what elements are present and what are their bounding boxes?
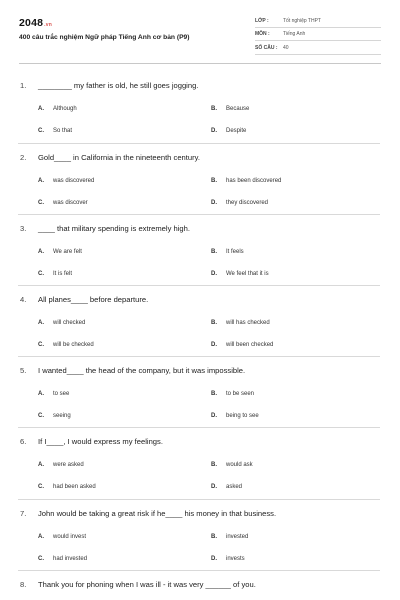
answer-option[interactable] [38,534,86,540]
option-text: was discover [53,200,88,206]
option-text: It is felt [53,271,73,277]
option-text: We are felt [53,249,82,255]
option-text: will checked [53,320,86,326]
option-letter: C. [38,484,44,490]
question-divider [18,214,380,215]
answer-option[interactable] [211,484,242,490]
answer-option[interactable] [211,391,254,397]
option-text: asked [226,484,243,490]
question-stem [20,295,380,305]
answer-option[interactable] [38,271,72,277]
option-letter: D. [211,342,217,348]
question-divider [18,285,380,286]
option-text: would invest [53,534,87,540]
question-number: 7. [20,509,27,518]
question-item [20,437,380,490]
question-text: Gold____ in California in the nineteenth century. [38,153,200,162]
option-letter: D. [211,271,217,277]
meta-subject [255,31,305,37]
meta-count-value: 40 [283,45,289,51]
option-letter: D. [211,484,217,490]
question-text: ____ that military spending is extremely high. [38,224,190,233]
option-letter: C. [38,413,44,419]
option-text: they discovered [226,200,269,206]
option-letter: A. [38,320,44,326]
option-text: had been asked [53,484,96,490]
question-number: 8. [20,580,27,589]
answer-option[interactable] [211,413,259,419]
answer-option[interactable] [211,106,249,112]
question-text: All planes____ before departure. [38,295,149,304]
logo-text: 2048 [19,17,44,29]
answer-option[interactable] [211,556,245,562]
answer-option[interactable] [211,249,244,255]
answer-option[interactable] [38,106,77,112]
meta-divider [255,54,381,55]
meta-subject-value: Tiếng Anh [283,31,306,37]
answer-option[interactable] [211,534,248,540]
option-text: to see [53,391,70,397]
option-text: being to see [226,413,259,419]
question-item [20,81,380,134]
option-letter: A. [38,178,44,184]
question-number: 1. [20,81,27,90]
answer-option[interactable] [38,200,88,206]
answer-option[interactable] [38,249,82,255]
question-item [20,366,380,419]
option-letter: C. [38,271,44,277]
question-number: 2. [20,153,27,162]
option-letter: B. [211,534,217,540]
option-letter: B. [211,249,217,255]
answer-option[interactable] [211,271,269,277]
answer-option[interactable] [211,462,253,468]
option-text: So that [53,128,73,134]
question-text: John would be taking a great risk if he____ his money in that business. [38,509,277,518]
header-divider [19,63,381,64]
option-letter: A. [38,106,44,112]
question-number: 6. [20,437,27,446]
meta-divider [255,40,381,41]
meta-subject-label: MÔN : [255,31,270,37]
answer-option[interactable] [38,484,96,490]
option-text: seeing [53,413,71,419]
option-text: would ask [226,462,253,468]
question-item [20,580,380,590]
answer-option[interactable] [38,556,87,562]
option-text: invests [226,556,245,562]
option-letter: A. [38,462,44,468]
option-letter: B. [211,178,217,184]
answer-option[interactable] [38,462,84,468]
option-text: invested [226,534,249,540]
option-letter: A. [38,391,44,397]
option-letter: A. [38,534,44,540]
question-divider [18,427,380,428]
option-letter: C. [38,556,44,562]
question-divider [18,499,380,500]
meta-class-label: LỚP : [255,18,269,24]
option-letter: B. [211,320,217,326]
question-number: 3. [20,224,27,233]
option-letter: B. [211,106,217,112]
option-letter: C. [38,342,44,348]
meta-class [255,18,321,24]
option-letter: C. [38,128,44,134]
question-text: ________ my father is old, he still goes jogging. [38,81,199,90]
answer-option[interactable] [211,320,270,326]
question-text: I wanted____ the head of the company, but it was impossible. [38,366,246,375]
answer-option[interactable] [211,342,273,348]
question-item [20,509,380,562]
meta-class-value: Tốt nghiệp THPT [283,18,321,24]
option-text: Although [53,106,77,112]
question-stem [20,153,380,163]
question-stem [20,509,380,519]
question-text: Thank you for phoning when I was ill - it was very ______ of you. [38,580,256,589]
option-letter: B. [211,462,217,468]
option-letter: D. [211,200,217,206]
answer-option[interactable] [38,128,72,134]
option-text: Because [226,106,250,112]
answer-option[interactable] [38,320,85,326]
question-item [20,295,380,348]
question-number: 5. [20,366,27,375]
meta-count-label: SỐ CÂU : [255,45,278,51]
meta-count [255,45,289,51]
option-letter: D. [211,556,217,562]
question-text: If I____, I would express my feelings. [38,437,163,446]
document-title: 400 câu trắc nghiệm Ngữ pháp Tiếng Anh cơ bản (P9) [19,34,190,41]
option-text: will be checked [53,342,94,348]
answer-option[interactable] [211,128,246,134]
option-text: was discovered [53,178,95,184]
option-text: Despite [226,128,247,134]
option-letter: D. [211,413,217,419]
question-item [20,153,380,206]
meta-divider [255,27,381,28]
answer-option[interactable] [38,391,69,397]
option-text: will has checked [226,320,270,326]
option-letter: B. [211,391,217,397]
question-stem [20,224,380,234]
answer-option[interactable] [211,200,268,206]
question-divider [18,143,380,144]
answer-option[interactable] [38,178,94,184]
site-logo[interactable] [19,17,52,29]
question-stem [20,366,380,376]
logo-suffix: .vn [44,22,52,28]
option-text: It feels [226,249,244,255]
option-text: were asked [53,462,84,468]
question-item [20,224,380,277]
option-letter: C. [38,200,44,206]
option-text: had invested [53,556,88,562]
answer-option[interactable] [38,342,94,348]
answer-option[interactable] [211,178,281,184]
question-divider [18,356,380,357]
question-stem [20,81,380,91]
answer-option[interactable] [38,413,71,419]
question-stem [20,580,380,590]
option-text: has been discovered [226,178,282,184]
option-letter: A. [38,249,44,255]
option-text: to be seen [226,391,255,397]
option-letter: D. [211,128,217,134]
option-text: We feel that it is [226,271,269,277]
question-number: 4. [20,295,27,304]
question-divider [18,570,380,571]
option-text: will been checked [226,342,274,348]
question-stem [20,437,380,447]
